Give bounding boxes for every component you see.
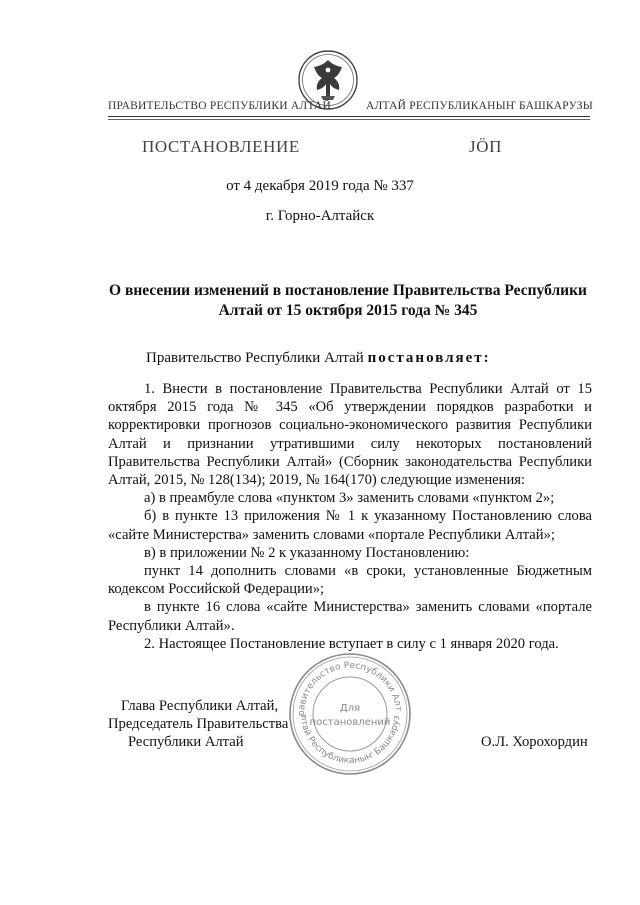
decree-word: постановляет: bbox=[367, 350, 491, 366]
government-name-altai: АЛТАЙ РЕСПУБЛИКАНЫҤ БАШКАРУЗЫ bbox=[366, 100, 593, 112]
document-title: О внесении изменений в постановление Правительства Республики Алтай от 15 октября 2015 года № 345 bbox=[109, 282, 587, 319]
seal-center-line2: постановлений bbox=[309, 717, 391, 728]
seal-icon bbox=[287, 651, 413, 777]
official-seal bbox=[287, 651, 413, 777]
signatory-title-line3: Республики Алтай bbox=[128, 734, 244, 750]
paragraph-1: 1. Внести в постановление Правительства Республики Алтай от 15 октября 2015 года № 345 «Об утверждении порядков разработки и корректировки прогнозов социально-экономического развития Республики Алтай и признании утратившими силу некоторых постановлений Правительства Республики Алтай» (Сборник законодательства Республики Алтай, 2015, № 128(134); 2019, № 164(170) следующие изменения: bbox=[108, 381, 592, 489]
paragraph-1c-item14: пункт 14 дополнить словами «в сроки, установленные Бюджетным кодексом Российской Федерации»; bbox=[108, 563, 592, 598]
header-rule-bottom bbox=[108, 119, 590, 120]
header-rule-top bbox=[108, 116, 590, 117]
paragraph-1a: а) в преамбуле слова «пунктом 3» заменить словами «пунктом 2»; bbox=[144, 490, 555, 507]
paragraph-1c: в) в приложении № 2 к указанному Постановлению: bbox=[144, 544, 470, 561]
seal-ring-bottom-text: лтай Республиканыҥ Башкаруз bbox=[297, 714, 403, 767]
document-body bbox=[108, 380, 592, 653]
signatory-name: О.Л. Хорохордин bbox=[481, 734, 588, 750]
document-date-number: от 4 декабря 2019 года № 337 bbox=[226, 178, 414, 194]
paragraph-1b: б) в пункте 13 приложения № 1 к указанному Постановлению слова «сайте Министерства» заменить словами «портале Республики Алтай»; bbox=[108, 508, 592, 543]
doc-type-altai: ЈӦП bbox=[469, 137, 502, 156]
doc-type-russian: ПОСТАНОВЛЕНИЕ bbox=[142, 137, 300, 156]
signatory-title-line1: Глава Республики Алтай, bbox=[121, 698, 279, 714]
seal-ring-top-text: равительство Республики Алт bbox=[296, 660, 403, 717]
seal-center-line1: Для bbox=[339, 703, 361, 714]
paragraph-1c-item16: в пункте 16 слова «сайте Министерства» заменить словами «портале Республики Алтай». bbox=[108, 599, 592, 634]
signatory-title-line2: Председатель Правительства bbox=[108, 716, 289, 732]
paragraph-2: 2. Настоящее Постановление вступает в силу с 1 января 2020 года. bbox=[144, 635, 559, 652]
government-name-russian: ПРАВИТЕЛЬСТВО РЕСПУБЛИКИ АЛТАЙ bbox=[108, 100, 332, 112]
document-city: г. Горно-Алтайск bbox=[265, 208, 375, 224]
preamble bbox=[146, 350, 491, 367]
preamble-text: Правительство Республики Алтай bbox=[146, 350, 368, 366]
